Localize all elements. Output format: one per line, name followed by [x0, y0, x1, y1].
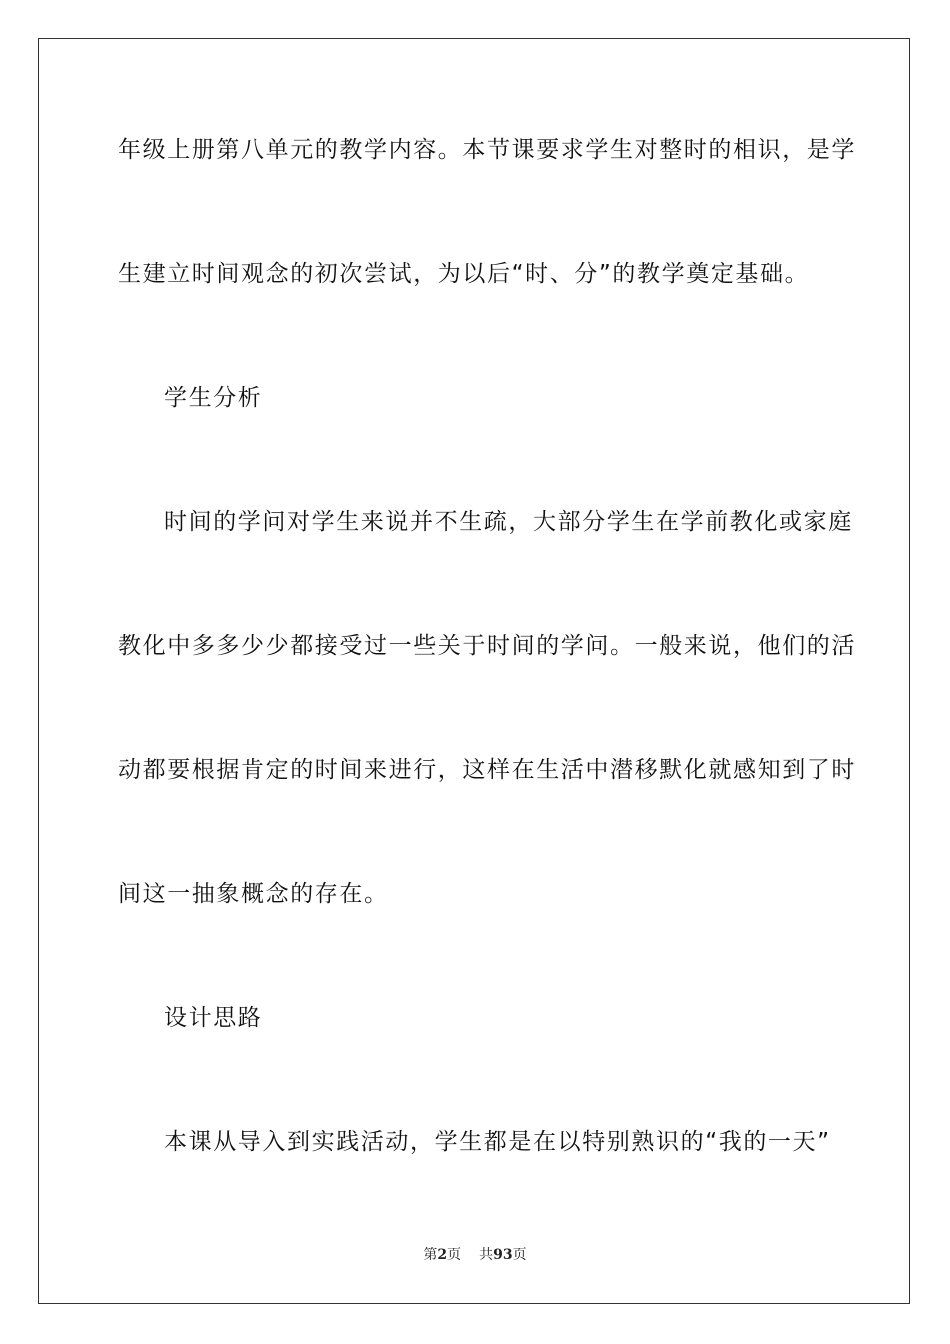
- footer-page-number: 2: [437, 1247, 448, 1263]
- body-line-6: 间这一抽象概念的存在。: [118, 881, 389, 907]
- footer-total-prefix: 共: [479, 1247, 494, 1263]
- footer-total-number: 93: [493, 1247, 513, 1263]
- page-footer: [0, 1246, 950, 1264]
- body-line-1: 年级上册第八单元的教学内容。本节课要求学生对整时的相识，是学: [118, 137, 856, 163]
- body-line-5: 动都要根据肯定的时间来进行，这样在生活中潜移默化就感知到了时: [118, 757, 856, 783]
- body-line-4: 教化中多多少少都接受过一些关于时间的学问。一般来说，他们的活: [118, 633, 856, 659]
- page-frame: [38, 38, 910, 1304]
- section-heading-student-analysis: 学生分析: [164, 385, 263, 411]
- footer-total-suffix: 页: [512, 1247, 527, 1263]
- footer-page-suffix: 页: [447, 1247, 462, 1263]
- section-heading-design-ideas: 设计思路: [164, 1005, 263, 1031]
- footer-page-prefix: 第: [423, 1247, 438, 1263]
- body-line-7: 本课从导入到实践活动，学生都是在以特别熟识的“我的一天”: [164, 1129, 831, 1155]
- body-line-2: 生建立时间观念的初次尝试，为以后“时、分”的教学奠定基础。: [118, 261, 810, 287]
- body-line-3: 时间的学问对学生来说并不生疏，大部分学生在学前教化或家庭: [164, 509, 853, 535]
